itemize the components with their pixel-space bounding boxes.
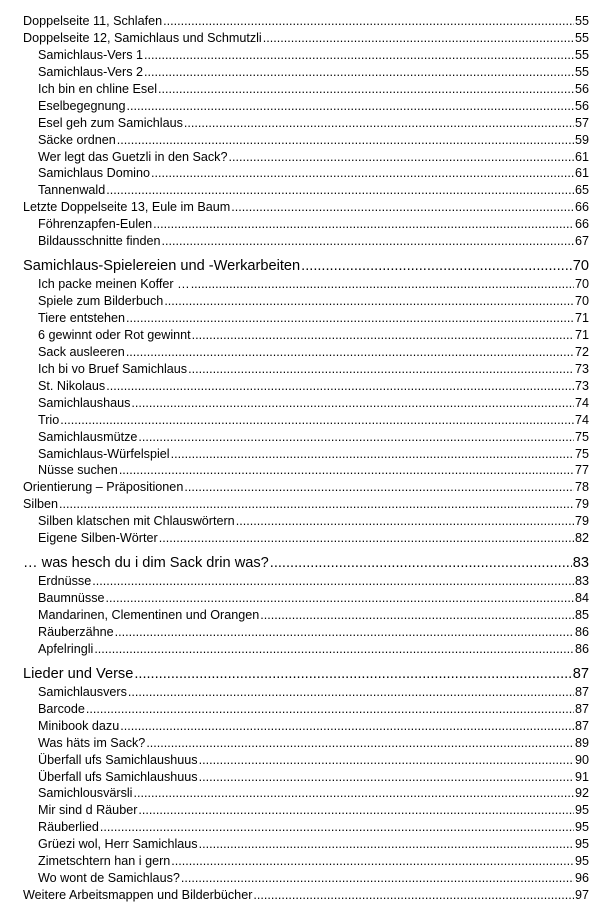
toc-dot-leader [146, 735, 574, 752]
toc-dot-leader [106, 378, 574, 395]
toc-chapter-entry [23, 30, 589, 47]
toc-entry-title: Trio [38, 412, 60, 427]
toc-page-number: 56 [574, 98, 589, 113]
toc-dot-leader [106, 590, 574, 607]
toc-sub-entry [23, 276, 589, 293]
toc-page-number: 79 [574, 497, 589, 512]
toc-entry-title: Baumnüsse [38, 591, 105, 606]
toc-page-number: 87 [574, 701, 589, 716]
toc-dot-leader [151, 165, 574, 182]
toc-entry-title: … was hesch du i dim Sack drin was? [23, 555, 269, 572]
toc-entry-title: Wo wont de Samichlaus? [38, 871, 180, 886]
toc-entry-title: Letzte Doppelseite 13, Eule im Baum [23, 200, 231, 215]
toc-chapter-entry [23, 496, 589, 513]
toc-entry-title: Samichlaus-Vers 1 [38, 47, 143, 62]
toc-entry-title: Säcke ordnen [38, 132, 116, 147]
toc-entry-title: Erdnüsse [38, 574, 92, 589]
toc-dot-leader [126, 310, 574, 327]
toc-dot-leader [128, 684, 574, 701]
toc-dot-leader [270, 554, 572, 573]
toc-dot-leader [117, 132, 574, 149]
toc-entry-title: Ich bin en chline Esel [38, 81, 158, 96]
toc-entry-title: Wer legt das Guetzli in den Sack? [38, 149, 228, 164]
toc-sub-entry [23, 870, 589, 887]
toc-dot-leader [138, 429, 574, 446]
toc-sub-entry [23, 361, 589, 378]
toc-entry-title: Orientierung – Präpositionen [23, 480, 184, 495]
toc-entry-title: Lieder und Verse [23, 665, 134, 682]
toc-page-number: 91 [574, 769, 589, 784]
toc-sub-entry [23, 216, 589, 233]
toc-page-number: 83 [574, 574, 589, 589]
toc-section-heading [23, 554, 589, 573]
toc-entry-title: Doppelseite 12, Samichlaus und Schmutzli [23, 30, 262, 45]
toc-sub-entry [23, 446, 589, 463]
toc-sub-entry [23, 573, 589, 590]
toc-sub-entry [23, 718, 589, 735]
toc-sub-entry [23, 182, 589, 199]
toc-entry-title: Doppelseite 11, Schlafen [23, 14, 163, 28]
toc-entry-title: Räuberlied [38, 820, 99, 835]
toc-sub-entry [23, 684, 589, 701]
toc-dot-leader [191, 276, 574, 293]
toc-page-number: 75 [574, 446, 589, 461]
toc-sub-entry [23, 233, 589, 250]
toc-page-number: 86 [574, 624, 589, 639]
toc-page-number: 73 [574, 361, 589, 376]
toc-dot-leader [301, 257, 572, 276]
toc-sub-entry [23, 752, 589, 769]
toc-page-number: 57 [574, 115, 589, 130]
toc-page-number: 90 [574, 752, 589, 767]
toc-page-number: 74 [574, 412, 589, 427]
toc-sub-entry [23, 378, 589, 395]
toc-dot-leader [138, 802, 574, 819]
toc-dot-leader [228, 149, 574, 166]
toc-page-number: 79 [574, 514, 589, 529]
toc-entry-title: Samichlaushaus [38, 395, 131, 410]
toc-dot-leader [144, 64, 574, 81]
toc-page-number: 95 [574, 837, 589, 852]
toc-page-number: 87 [574, 718, 589, 733]
toc-sub-entry [23, 165, 589, 182]
toc-sub-entry [23, 98, 589, 115]
toc-entry-title: Minibook dazu [38, 718, 120, 733]
toc-dot-leader [163, 13, 574, 30]
toc-page-number: 71 [574, 311, 589, 325]
toc-dot-leader [86, 701, 574, 718]
toc-page-number: 66 [574, 217, 589, 232]
toc-entry-title: Zimetschtern han i gern [38, 854, 171, 869]
toc-sub-entry [23, 149, 589, 166]
toc-entry-title: Samichlousvärsli [38, 786, 133, 801]
toc-dot-leader [126, 344, 574, 361]
toc-page-number: 97 [574, 888, 589, 903]
toc-sub-entry [23, 132, 589, 149]
toc-page-number: 87 [572, 665, 589, 682]
toc-dot-leader [199, 752, 574, 769]
toc-entry-title: Bildausschnitte finden [38, 234, 161, 249]
toc-sub-entry [23, 819, 589, 836]
toc-entry-title: Eigene Silben-Wörter [38, 531, 158, 546]
toc-chapter-entry [23, 887, 589, 904]
toc-entry-title: Ich packe meinen Koffer … [38, 277, 190, 292]
toc-dot-leader [171, 853, 574, 870]
toc-entry-title: Überfall ufs Samichlaushuus [38, 769, 198, 784]
toc-page-number: 95 [574, 820, 589, 835]
toc-page-number: 56 [574, 81, 589, 96]
toc-dot-leader [162, 233, 574, 250]
toc-section-heading [23, 665, 589, 684]
toc-sub-entry [23, 64, 589, 81]
toc-entry-title: Samichlausvers [38, 684, 127, 699]
toc-page-number: 55 [574, 47, 589, 62]
toc-dot-leader [106, 182, 574, 199]
toc-page-number: 73 [574, 378, 589, 393]
toc-entry-title: Eselbegegnung [38, 98, 126, 113]
toc-page-number: 74 [574, 395, 589, 410]
toc-sub-entry [23, 462, 589, 479]
toc-sub-entry [23, 641, 589, 658]
toc-dot-leader [60, 412, 574, 429]
toc-page-number: 70 [574, 294, 589, 309]
toc-sub-entry [23, 735, 589, 752]
toc-section-heading [23, 257, 589, 276]
toc-entry-title: Samichlaus-Vers 2 [38, 64, 143, 79]
toc-sub-entry [23, 513, 589, 530]
toc-dot-leader [184, 479, 574, 496]
toc-entry-title: Räuberzähne [38, 624, 114, 639]
toc-sub-entry [23, 327, 589, 344]
toc-entry-title: Sack ausleeren [38, 344, 125, 359]
toc-dot-leader [171, 446, 574, 463]
toc-entry-title: Weitere Arbeitsmappen und Bilderbücher [23, 888, 253, 903]
toc-sub-entry [23, 853, 589, 870]
toc-dot-leader [158, 81, 574, 98]
toc-entry-title: Nüsse suchen [38, 463, 118, 478]
toc-entry-title: Was häts im Sack? [38, 735, 146, 750]
toc-dot-leader [115, 624, 574, 641]
toc-dot-leader [59, 496, 574, 513]
toc-chapter-entry [23, 199, 589, 216]
toc-dot-leader [192, 327, 574, 344]
toc-page-number: 82 [574, 531, 589, 546]
toc-sub-entry [23, 530, 589, 547]
toc-page-number: 89 [574, 735, 589, 750]
toc-dot-leader [263, 30, 574, 47]
toc-page-number: 55 [574, 14, 589, 28]
toc-entry-title: Überfall ufs Samichlaushuus [38, 752, 198, 767]
toc-page-number: 75 [574, 429, 589, 444]
toc-entry-title: Silben klatschen mit Chlauswörtern [38, 514, 235, 529]
toc-dot-leader [199, 836, 574, 853]
toc-sub-entry [23, 293, 589, 310]
toc-dot-leader [159, 530, 574, 547]
toc-sub-entry [23, 81, 589, 98]
toc-page-number: 66 [574, 200, 589, 215]
toc-dot-leader [236, 513, 574, 530]
toc-dot-leader [260, 607, 574, 624]
toc-sub-entry [23, 607, 589, 624]
toc-dot-leader [253, 887, 574, 904]
toc-entry-title: Esel geh zum Samichlaus [38, 115, 183, 130]
toc-sub-entry [23, 590, 589, 607]
toc-sub-entry [23, 344, 589, 361]
toc-dot-leader [231, 199, 574, 216]
toc-entry-title: St. Nikolaus [38, 378, 106, 393]
toc-entry-title: Mandarinen, Clementinen und Orangen [38, 608, 260, 622]
toc-page-number: 86 [574, 641, 589, 656]
toc-entry-title: Barcode [38, 701, 85, 716]
toc-page-number: 55 [574, 30, 589, 45]
toc-sub-entry [23, 412, 589, 429]
toc-entry-title: Mir sind d Räuber [38, 803, 138, 818]
toc-page-number: 87 [574, 684, 589, 699]
toc-page-number: 65 [574, 183, 589, 198]
toc-dot-leader [127, 98, 574, 115]
toc-entry-title: Samichlaus-Spielereien und -Werkarbeiten [23, 258, 301, 275]
toc-page-number: 96 [574, 871, 589, 886]
toc-dot-leader [119, 462, 574, 479]
toc-sub-entry [23, 624, 589, 641]
toc-dot-leader [134, 665, 571, 684]
toc-entry-title: Grüezi wol, Herr Samichlaus [38, 837, 198, 852]
toc-dot-leader [100, 819, 574, 836]
toc-page-number: 77 [574, 463, 589, 478]
toc-sub-entry [23, 115, 589, 132]
toc-dot-leader [153, 216, 574, 233]
toc-dot-leader [120, 718, 574, 735]
toc-sub-entry [23, 429, 589, 446]
toc-entry-title: Tiere entstehen [38, 311, 126, 325]
toc-chapter-entry [23, 479, 589, 496]
toc-entry-title: Samichlaus Domino [38, 166, 150, 181]
toc-dot-leader [144, 47, 574, 64]
toc-page-number: 70 [574, 277, 589, 292]
toc-sub-entry [23, 47, 589, 64]
toc-page-number: 61 [574, 149, 589, 164]
toc-dot-leader [94, 641, 574, 658]
toc-dot-leader [184, 115, 574, 132]
toc-page-number: 95 [574, 803, 589, 818]
toc-entry-title: Spiele zum Bilderbuch [38, 294, 164, 309]
toc-entry-title: Tannenwald [38, 183, 106, 198]
toc-sub-entry [23, 310, 589, 327]
toc-page-number: 85 [574, 608, 589, 622]
toc-sub-entry [23, 836, 589, 853]
toc-entry-title: Ich bi vo Bruef Samichlaus [38, 361, 188, 376]
toc-entry-title: Föhrenzapfen-Eulen [38, 217, 153, 232]
toc-entry-title: Samichlausmütze [38, 429, 138, 444]
toc-chapter-entry [23, 13, 589, 30]
toc-page-number: 67 [574, 234, 589, 249]
toc-sub-entry [23, 802, 589, 819]
toc-page-number: 92 [574, 786, 589, 801]
toc-page-number: 71 [574, 327, 589, 342]
toc-entry-title: 6 gewinnt oder Rot gewinnt [38, 327, 191, 342]
toc-entry-title: Apfelringli [38, 641, 94, 656]
toc-page-number: 70 [572, 258, 589, 275]
toc-page-number: 78 [574, 480, 589, 495]
toc-page-number: 83 [572, 555, 589, 572]
toc-page-number: 72 [574, 344, 589, 359]
toc-dot-leader [92, 573, 574, 590]
toc-entry-title: Silben [23, 497, 59, 512]
toc-sub-entry [23, 395, 589, 412]
toc-page-number: 84 [574, 591, 589, 606]
toc-page-number: 61 [574, 166, 589, 181]
toc-dot-leader [164, 293, 574, 310]
toc-entry-title: Samichlaus-Würfelspiel [38, 446, 170, 461]
toc-dot-leader [131, 395, 574, 412]
toc-dot-leader [188, 361, 574, 378]
toc-page-number: 95 [574, 854, 589, 869]
toc-sub-entry [23, 785, 589, 802]
toc-sub-entry [23, 769, 589, 786]
toc-dot-leader [199, 769, 574, 786]
toc-dot-leader [133, 785, 574, 802]
toc-page-number: 55 [574, 64, 589, 79]
toc-sub-entry [23, 701, 589, 718]
toc-dot-leader [181, 870, 574, 887]
table-of-contents [23, 13, 589, 904]
toc-page-number: 59 [574, 132, 589, 147]
